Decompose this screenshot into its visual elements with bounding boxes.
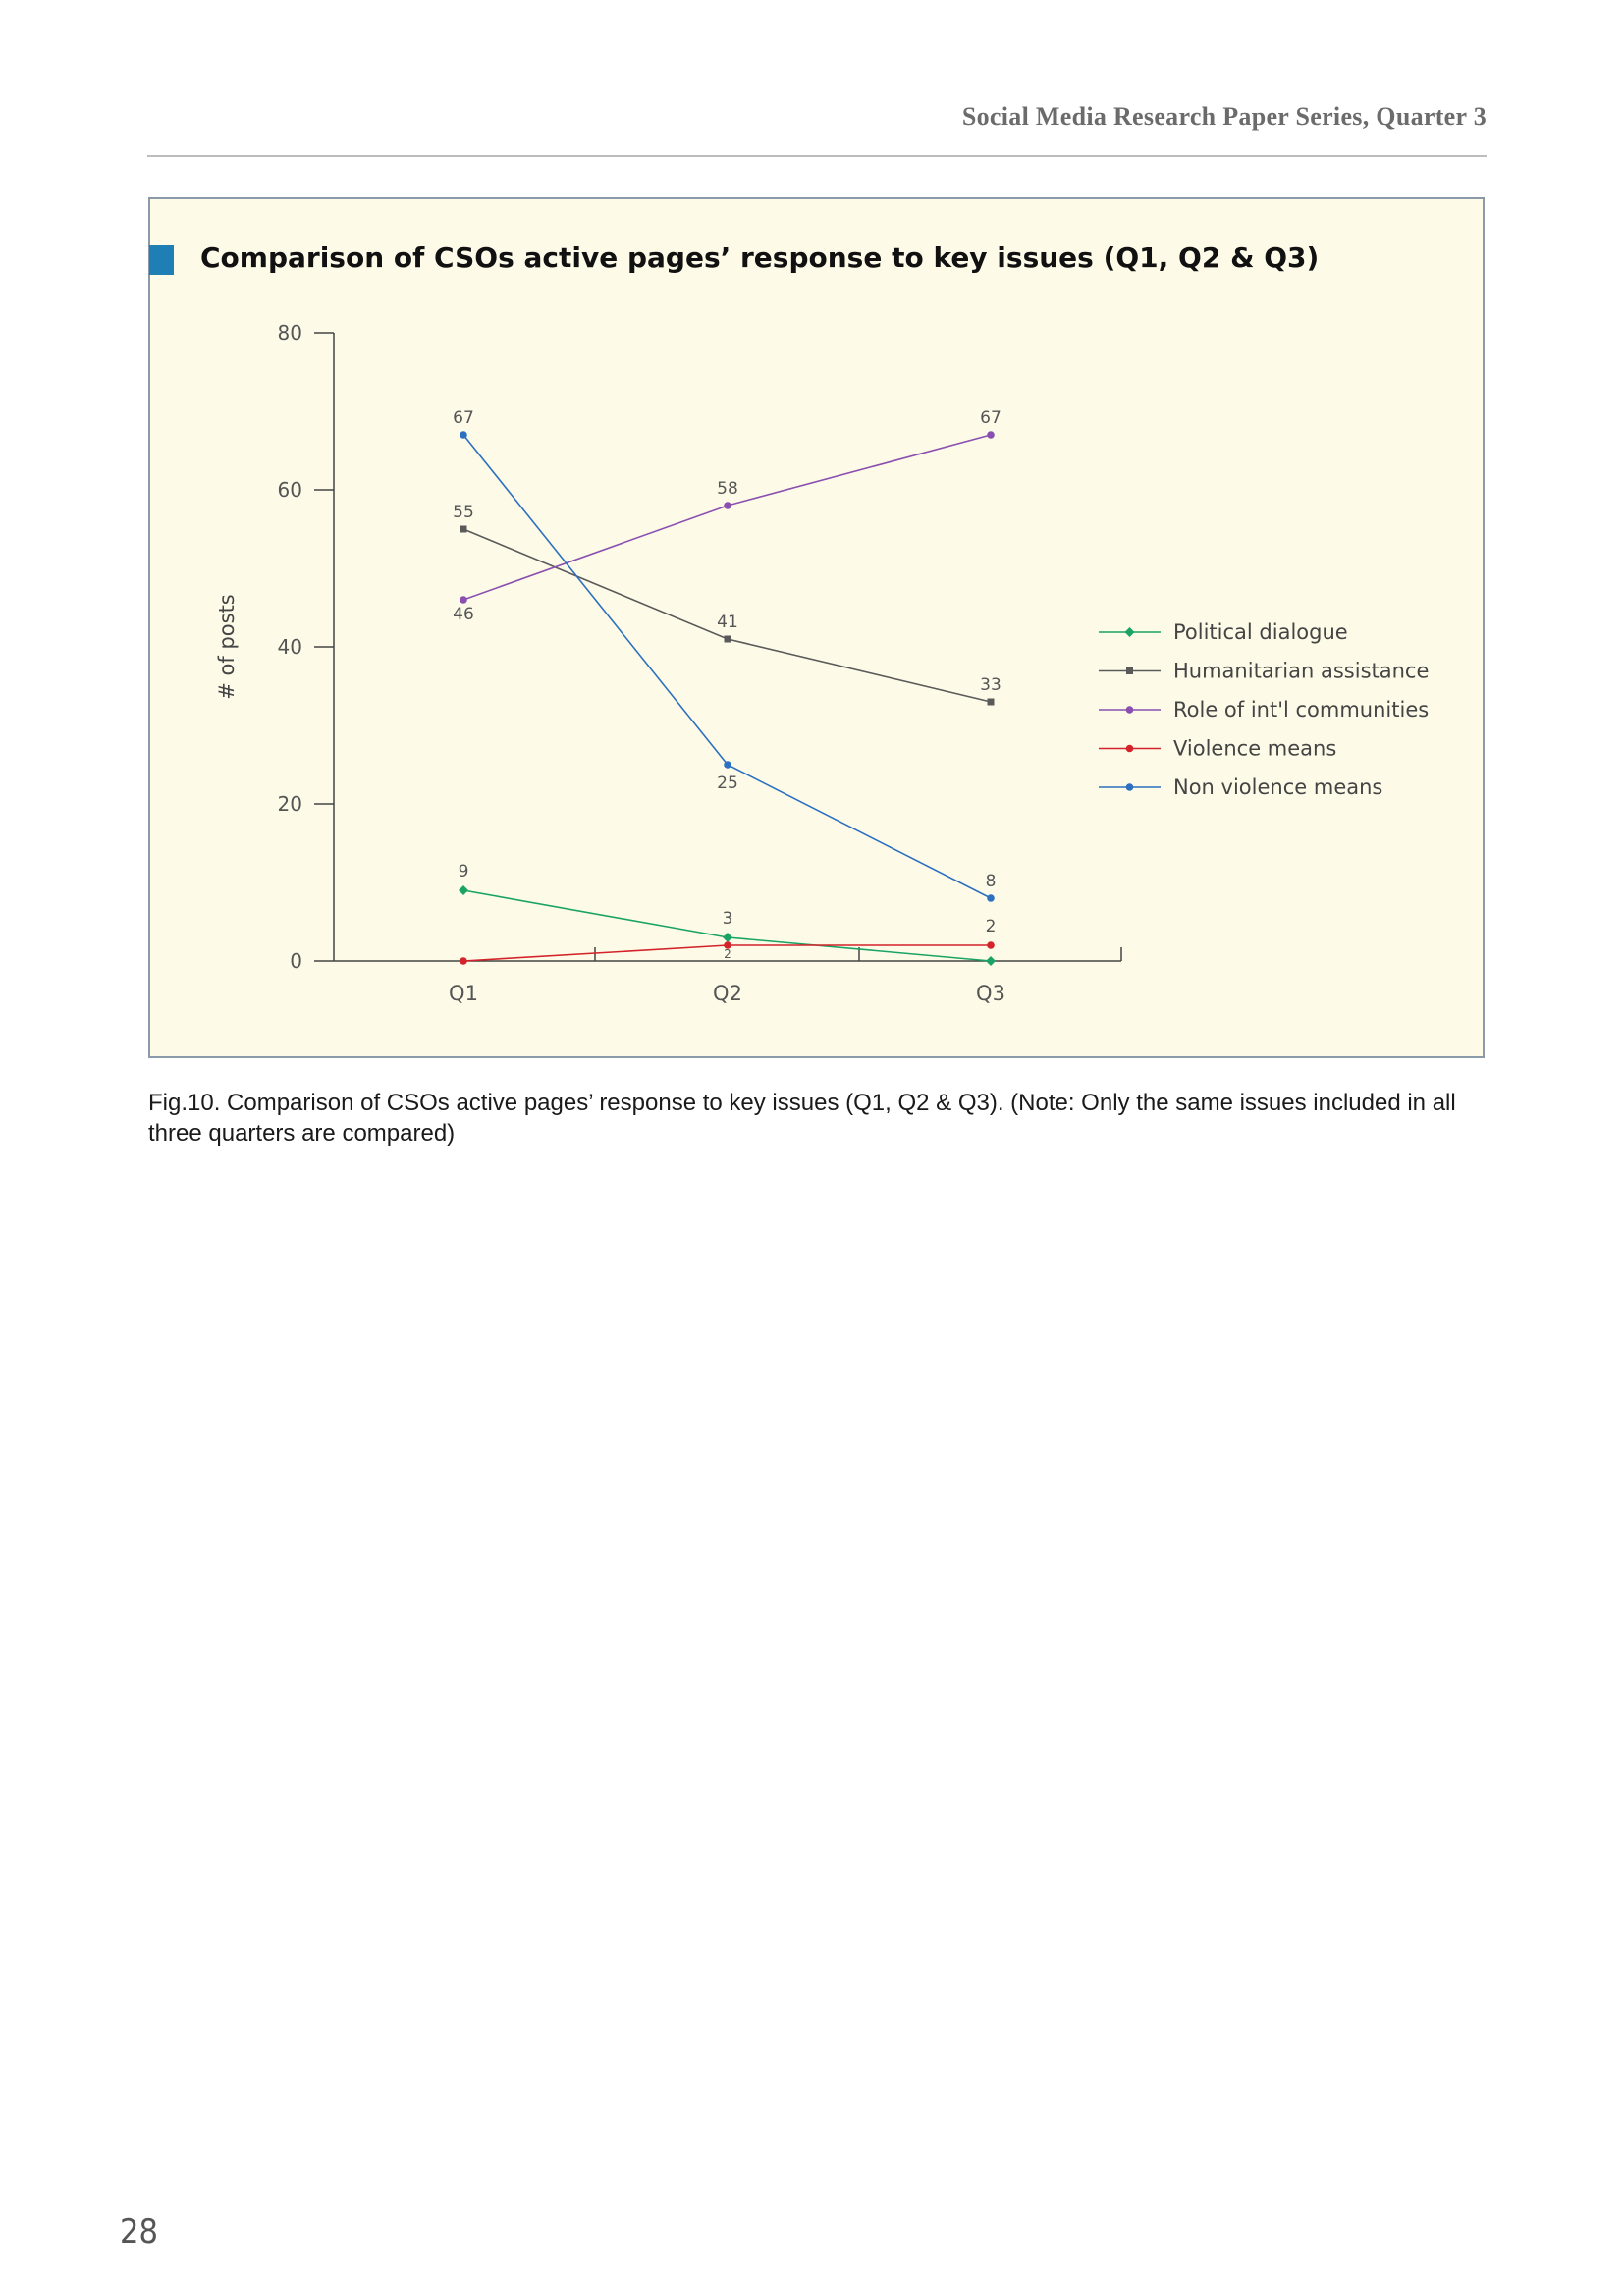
y-tick-label: 80: [277, 321, 302, 345]
legend-label: Role of int'l communities: [1173, 698, 1430, 721]
data-label: 67: [453, 408, 474, 428]
legend-marker: [1126, 745, 1134, 753]
data-label: 9: [458, 862, 469, 881]
y-axis-label: # of posts: [215, 594, 239, 700]
data-label: 41: [717, 613, 738, 632]
line-chart: [148, 197, 1485, 1058]
data-point: [987, 894, 995, 902]
y-tick-label: 40: [277, 635, 302, 659]
data-label: 8: [985, 872, 997, 891]
data-point: [460, 526, 467, 533]
page-number: 28: [120, 2213, 158, 2252]
legend-marker: [1126, 783, 1134, 791]
legend-label: Humanitarian assistance: [1173, 659, 1430, 683]
data-label: 58: [717, 479, 738, 499]
running-title: Social Media Research Paper Series, Quarter 3: [961, 102, 1487, 131]
data-point: [460, 957, 467, 965]
x-tick-label: Q1: [449, 982, 478, 1005]
data-label: 25: [717, 774, 738, 793]
chart-legend: [1099, 620, 1429, 799]
data-point: [459, 885, 468, 895]
data-label: 46: [453, 605, 474, 624]
legend-label: Non violence means: [1173, 775, 1383, 799]
header-rule: [147, 155, 1487, 157]
data-point: [723, 933, 732, 942]
chart-title: Comparison of CSOs active pages’ response to key issues (Q1, Q2 & Q3): [200, 241, 1320, 274]
data-point: [460, 596, 467, 604]
y-tick-label: 0: [290, 949, 302, 973]
legend-marker: [1125, 627, 1135, 637]
legend-label: Political dialogue: [1173, 620, 1348, 644]
legend-marker: [1126, 667, 1133, 674]
data-point: [724, 761, 731, 769]
data-point: [724, 502, 731, 509]
data-point: [725, 636, 731, 643]
data-label: 55: [453, 503, 474, 522]
data-point: [986, 956, 996, 966]
y-axis-ticks: [278, 321, 334, 973]
x-tick-label: Q3: [976, 982, 1005, 1005]
legend-marker: [1126, 706, 1134, 714]
data-label: 3: [722, 909, 733, 929]
data-point: [460, 431, 467, 439]
data-label: 33: [980, 675, 1001, 695]
data-label: 67: [980, 408, 1001, 428]
data-point: [987, 431, 995, 439]
data-point: [988, 699, 995, 706]
x-tick-label: Q2: [713, 982, 742, 1005]
data-label: 2: [724, 947, 731, 961]
y-tick-label: 20: [277, 792, 302, 816]
figure-caption: Fig.10. Comparison of CSOs active pages’ response to key issues (Q1, Q2 & Q3). (Note: Only the same issues included in all three quarters are compared): [148, 1090, 1456, 1147]
data-point: [987, 941, 995, 949]
data-label: 2: [985, 917, 997, 936]
x-axis-ticks: [449, 982, 1005, 1005]
series-line: [463, 435, 991, 600]
chart-series: [459, 431, 996, 966]
legend-label: Violence means: [1173, 736, 1337, 761]
y-tick-label: 60: [277, 478, 302, 502]
